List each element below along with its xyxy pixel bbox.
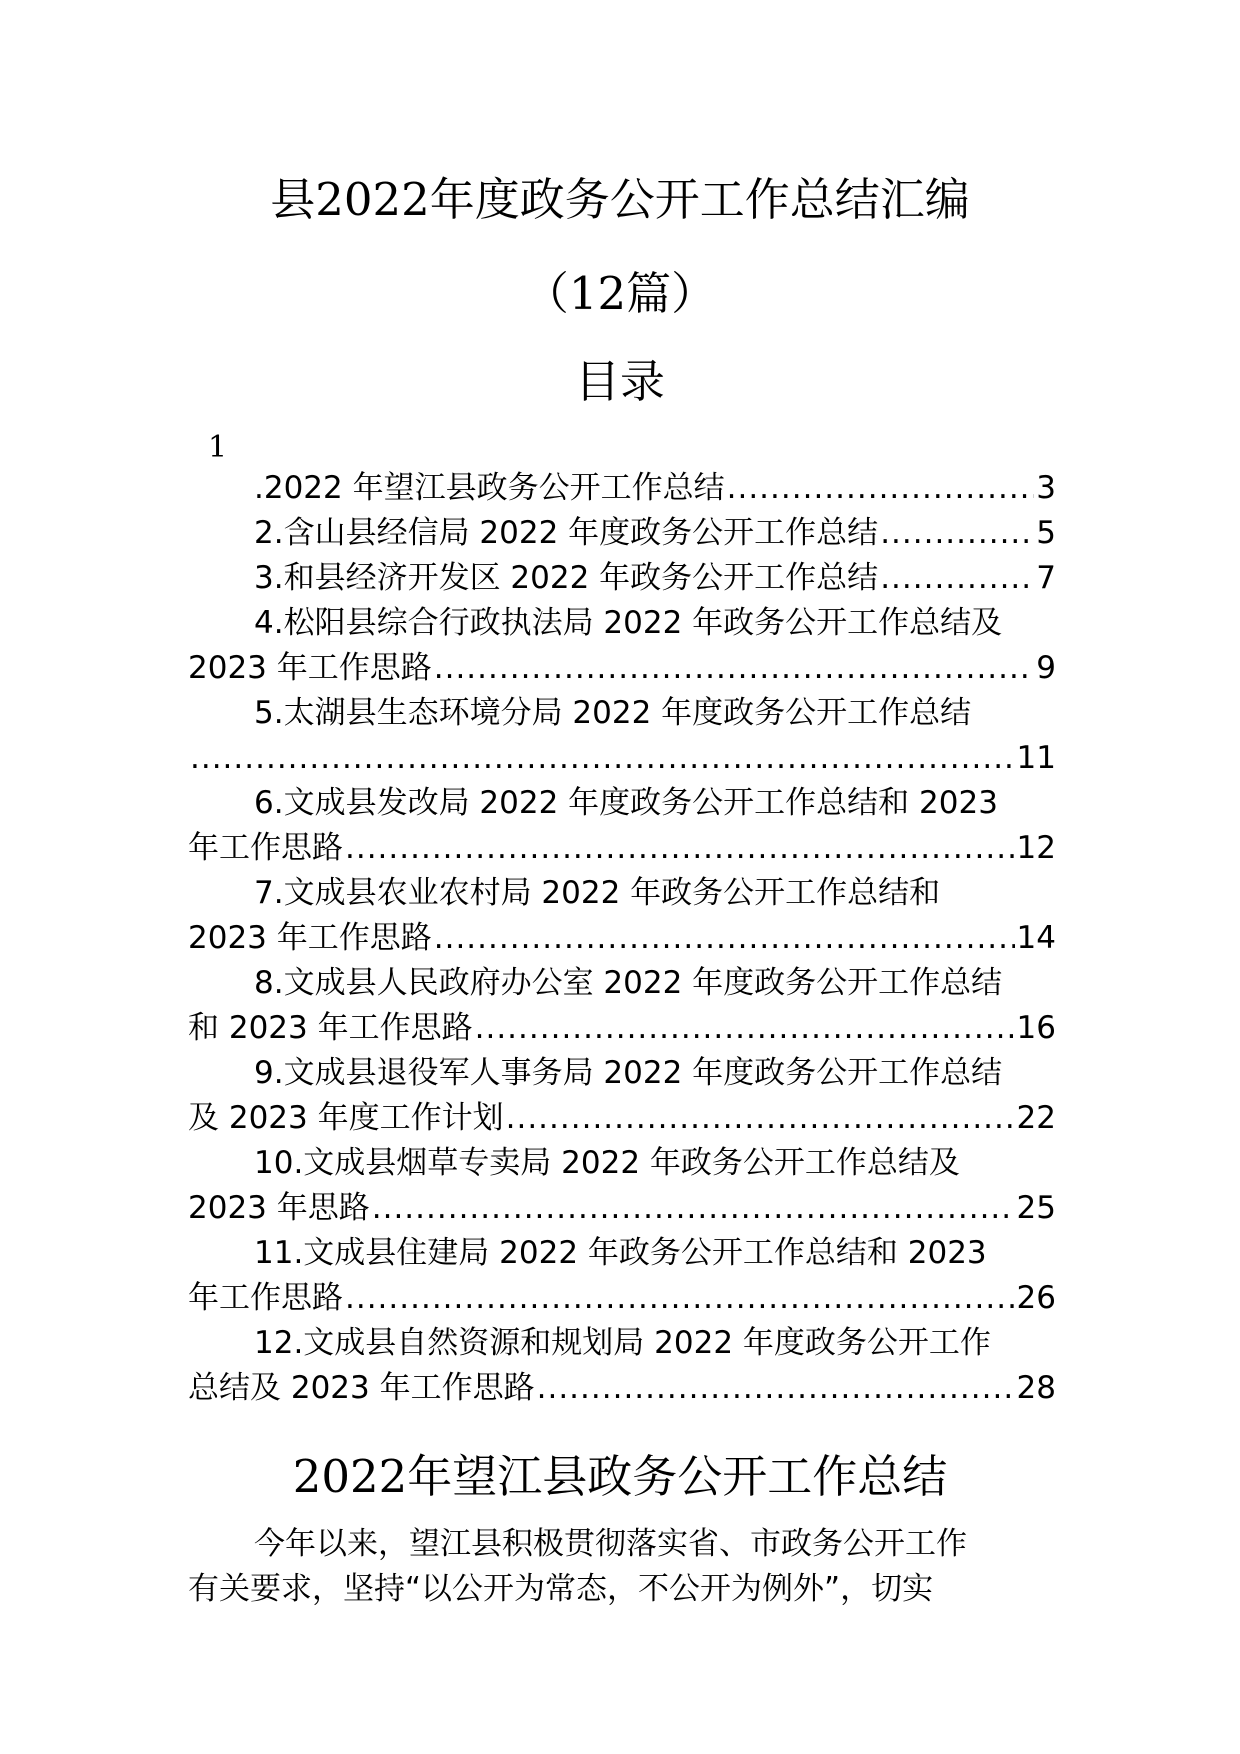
toc-entry-text: 8.文成县人民政府办公室 2022 年度政务公开工作总结 xyxy=(254,965,1003,1001)
toc-entry-text: 7.文成县农业农村局 2022 年政务公开工作总结和 xyxy=(254,875,941,911)
toc-entry-text: 2.含山县经信局 2022 年度政务公开工作总结 xyxy=(254,515,879,551)
section-title-year: 2022 xyxy=(292,1450,408,1503)
toc-page-number: 22 xyxy=(1016,1100,1056,1136)
toc-dot-leader xyxy=(372,1186,1015,1231)
toc-entry-text: 及 2023 年度工作计划 xyxy=(188,1100,504,1136)
toc-dot-leader xyxy=(475,1006,1015,1051)
toc-entry-text: 2023 年工作思路 xyxy=(188,650,432,686)
toc-entry-line[interactable] xyxy=(188,1096,1056,1141)
toc-dot-leader xyxy=(880,511,1034,556)
toc-entry-line[interactable] xyxy=(188,1366,1056,1411)
toc-entry-text: 10.文成县烟草专卖局 2022 年政务公开工作总结及 xyxy=(254,1145,960,1181)
toc-entry-text: 年工作思路 xyxy=(188,830,343,866)
toc-entry-text: 6.文成县发改局 2022 年度政务公开工作总结和 2023 xyxy=(254,785,998,821)
paragraph-line: 有关要求，坚持“以公开为常态，不公开为例外”，切实 xyxy=(188,1571,934,1607)
toc-dot-leader xyxy=(880,556,1034,601)
toc-page-number: 16 xyxy=(1016,1010,1056,1046)
toc-dot-leader xyxy=(727,466,1035,511)
toc-dot-leader xyxy=(434,646,1035,691)
toc-page-number: 12 xyxy=(1016,830,1056,866)
toc-dot-leader xyxy=(190,736,1015,781)
toc-entry-line[interactable] xyxy=(188,1006,1056,1051)
toc-entry-line[interactable] xyxy=(188,871,1056,916)
toc-page-number: 25 xyxy=(1016,1190,1056,1226)
toc-entry-line[interactable] xyxy=(188,736,1056,781)
toc-entry-text: 和 2023 年工作思路 xyxy=(188,1010,473,1046)
toc-entry-line[interactable] xyxy=(188,646,1056,691)
toc-entry-line[interactable] xyxy=(188,1321,1056,1366)
toc-entry-line[interactable] xyxy=(188,1231,1056,1276)
document-title xyxy=(0,168,1240,232)
section-title-rest: 年望江县政务公开工作总结 xyxy=(407,1450,948,1503)
document-title-year: 2022 xyxy=(315,173,430,226)
toc-entry-text: 2023 年工作思路 xyxy=(188,920,432,956)
toc-entry-line[interactable] xyxy=(188,1186,1056,1231)
toc-entry-line[interactable] xyxy=(188,916,1056,961)
subtitle-close: 篇） xyxy=(626,267,717,320)
toc-dot-leader xyxy=(537,1366,1015,1411)
toc-dot-leader xyxy=(506,1096,1015,1141)
toc-entry-line[interactable] xyxy=(188,961,1056,1006)
toc-entry-text: 总结及 2023 年工作思路 xyxy=(188,1370,535,1406)
toc-entry-line[interactable] xyxy=(188,1276,1056,1321)
toc-entry-text: 5.太湖县生态环境分局 2022 年度政务公开工作总结 xyxy=(254,695,972,731)
paragraph-line: 今年以来，望江县积极贯彻落实省、市政务公开工作 xyxy=(254,1526,967,1562)
toc-page-number: 5 xyxy=(1036,515,1056,551)
toc-entry-text: 4.松阳县综合行政执法局 2022 年政务公开工作总结及 xyxy=(254,605,1003,641)
toc-entry-line[interactable] xyxy=(188,466,1056,511)
subtitle-count: 12 xyxy=(568,267,627,320)
toc-entry-text: 12.文成县自然资源和规划局 2022 年度政务公开工作 xyxy=(254,1325,991,1361)
toc-page-number: 14 xyxy=(1016,920,1056,956)
toc-entry-text: 11.文成县住建局 2022 年政务公开工作总结和 2023 xyxy=(254,1235,987,1271)
toc-entry-line[interactable] xyxy=(188,601,1056,646)
toc-dot-leader xyxy=(345,826,1015,871)
toc-entry-line[interactable] xyxy=(188,1051,1056,1096)
document-title-suffix: 年度政务公开工作总结汇编 xyxy=(429,173,970,226)
section-body xyxy=(188,1522,1056,1612)
toc-entry-line[interactable] xyxy=(188,511,1056,556)
toc-page-number: 9 xyxy=(1036,650,1056,686)
table-of-contents xyxy=(188,466,1056,1411)
section-title xyxy=(0,1445,1240,1509)
toc-entry-text: 年工作思路 xyxy=(188,1280,343,1316)
toc-entry-line[interactable] xyxy=(188,826,1056,871)
subtitle-open-paren: （ xyxy=(523,267,569,320)
toc-dot-leader xyxy=(434,916,1015,961)
toc-entry-text: 9.文成县退役军人事务局 2022 年度政务公开工作总结 xyxy=(254,1055,1003,1091)
toc-stray-number: 1 xyxy=(208,430,228,465)
toc-page-number: 3 xyxy=(1036,470,1056,506)
document-subtitle xyxy=(0,262,1240,326)
document-title-prefix: 县 xyxy=(270,173,316,226)
toc-page-number: 28 xyxy=(1016,1370,1056,1406)
toc-entry-line[interactable] xyxy=(188,1141,1056,1186)
toc-page-number: 7 xyxy=(1036,560,1056,596)
toc-entry-text: 2023 年思路 xyxy=(188,1190,370,1226)
toc-entry-line[interactable] xyxy=(188,781,1056,826)
toc-dot-leader xyxy=(345,1276,1015,1321)
toc-page-number: 11 xyxy=(1016,740,1056,776)
toc-page-number: 26 xyxy=(1016,1280,1056,1316)
toc-entry-text: 3.和县经济开发区 2022 年政务公开工作总结 xyxy=(254,560,879,596)
toc-heading: 目录 xyxy=(574,355,665,408)
toc-entry-text: .2022 年望江县政务公开工作总结 xyxy=(254,470,725,506)
toc-entry-line[interactable] xyxy=(188,556,1056,601)
toc-entry-line[interactable] xyxy=(188,691,1056,736)
